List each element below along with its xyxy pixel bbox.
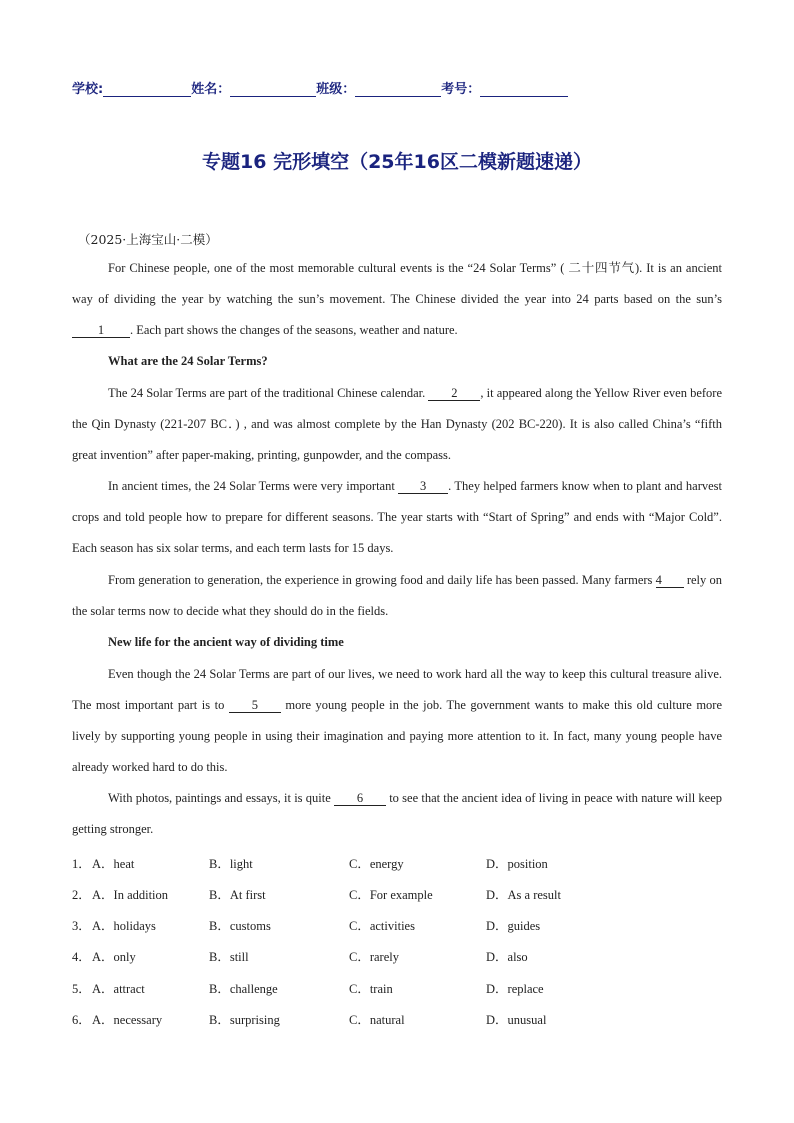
paragraph-2-text-a: The 24 Solar Terms are part of the traditional Chinese calendar. — [108, 386, 429, 400]
paragraph-1 — [72, 253, 722, 346]
paragraph-3 — [72, 471, 722, 564]
option-a[interactable]: A．only — [92, 950, 136, 964]
options-row-4 — [72, 947, 722, 967]
option-c[interactable]: C．activities — [349, 919, 415, 933]
option-b[interactable]: B．light — [209, 857, 253, 871]
option-c[interactable]: C．natural — [349, 1013, 405, 1027]
question-number: 2． — [72, 888, 91, 902]
source-note: （2025·上海宝山·二模） — [78, 232, 218, 247]
blank-4[interactable]: 4 — [656, 573, 684, 588]
blank-5[interactable]: 5 — [229, 698, 281, 713]
paragraph-6-text-b: to see that the ancient idea of living in peace with nature will keep getting stronger. — [72, 791, 722, 836]
options-row-6 — [72, 1010, 722, 1030]
blank-2[interactable]: 2 — [428, 386, 480, 401]
option-b[interactable]: B．surprising — [209, 1013, 280, 1027]
paragraph-6-text-a: With photos, paintings and essays, it is quite — [108, 791, 334, 805]
option-c[interactable]: C．For example — [349, 888, 433, 902]
heading-new-life: New life for the ancient way of dividing time — [108, 635, 344, 649]
options-row-1 — [72, 854, 722, 874]
question-number: 1． — [72, 857, 91, 871]
heading-what-are-solar-terms: What are the 24 Solar Terms? — [108, 354, 268, 368]
option-b[interactable]: B．still — [209, 950, 249, 964]
exam-number-label: 考号： — [441, 82, 481, 97]
school-blank[interactable] — [103, 82, 191, 97]
paragraph-3-text-a: In ancient times, the 24 Solar Terms were very important — [108, 479, 399, 493]
option-a[interactable]: A．attract — [92, 982, 145, 996]
class-label: 班级： — [316, 82, 356, 97]
option-a[interactable]: A．holidays — [92, 919, 156, 933]
paragraph-4 — [72, 565, 722, 627]
option-d[interactable]: D．position — [486, 857, 548, 871]
paragraph-3-text-b: . They helped farmers know when to plant and harvest crops and told people how to prepare for different seasons. The year starts with “Start of Spring” and ends with “Major Cold”. Each season has six solar terms, and each term lasts for 15 days. — [72, 479, 722, 555]
paragraph-2 — [72, 378, 722, 471]
paragraph-1-text-b: . Each part shows the changes of the seasons, weather and nature. — [130, 323, 458, 337]
option-a[interactable]: A．In addition — [92, 888, 169, 902]
paragraph-5-text-a: Even though the 24 Solar Terms are part of our lives, we need to work hard all the way to keep this cultural treasure alive. The most important part is to — [72, 667, 722, 712]
option-b[interactable]: B．At first — [209, 888, 266, 902]
option-d[interactable]: D．guides — [486, 919, 541, 933]
paragraph-1-text-a: For Chinese people, one of the most memorable cultural events is the “24 Solar Terms” ( 二十四节气). It is an ancient way of dividing the year by watching the sun’s movement. The Chinese divided the year into 24 parts based on the sun’s — [72, 261, 722, 306]
option-d[interactable]: D．unusual — [486, 1013, 547, 1027]
exam-number-blank[interactable] — [480, 82, 568, 97]
option-b[interactable]: B．challenge — [209, 982, 278, 996]
blank-6[interactable]: 6 — [334, 791, 386, 806]
blank-3[interactable]: 3 — [398, 479, 448, 494]
options-row-5 — [72, 979, 722, 999]
paragraph-5-text-b: more young people in the job. The government wants to make this old culture more lively by supporting young people in using their imagination and paying more attention to it. In fact, many young people have already worked hard to do this. — [72, 698, 723, 774]
question-number: 6． — [72, 1013, 91, 1027]
paragraph-5 — [72, 659, 722, 783]
question-number: 4． — [72, 950, 91, 964]
option-c[interactable]: C．rarely — [349, 950, 399, 964]
name-blank[interactable] — [230, 82, 316, 97]
paragraph-4-text-b: rely on the solar terms now to decide what they should do in the fields. — [72, 573, 722, 618]
school-label: 学校: — [72, 82, 104, 97]
blank-1[interactable]: 1 — [72, 323, 130, 338]
option-b[interactable]: B．customs — [209, 919, 271, 933]
option-a[interactable]: A．necessary — [92, 1013, 163, 1027]
question-number: 5． — [72, 982, 91, 996]
question-number: 3． — [72, 919, 91, 933]
option-a[interactable]: A．heat — [92, 857, 135, 871]
option-c[interactable]: C．train — [349, 982, 393, 996]
option-d[interactable]: D．also — [486, 950, 528, 964]
option-c[interactable]: C．energy — [349, 857, 404, 871]
option-d[interactable]: D．As a result — [486, 888, 561, 902]
paragraph-6 — [72, 783, 722, 845]
class-blank[interactable] — [355, 82, 441, 97]
paragraph-4-text-a: From generation to generation, the experience in growing food and daily life has been passed. Many farmers — [108, 573, 653, 587]
options-row-2 — [72, 885, 722, 905]
paragraph-2-text-b: , it appeared along the Yellow River even before the Qin Dynasty (221-207 BC．) , and was almost complete by the Han Dynasty (202 BC-220). It is also called China’s “fifth great invention” after paper-making, printing, gunpowder, and the compass. — [72, 386, 723, 462]
option-d[interactable]: D．replace — [486, 982, 544, 996]
page-title: 专题16 完形填空（25年16区二模新题速递） — [202, 151, 592, 173]
student-info-line — [72, 78, 632, 97]
name-label: 姓名： — [191, 82, 231, 97]
options-row-3 — [72, 916, 722, 936]
